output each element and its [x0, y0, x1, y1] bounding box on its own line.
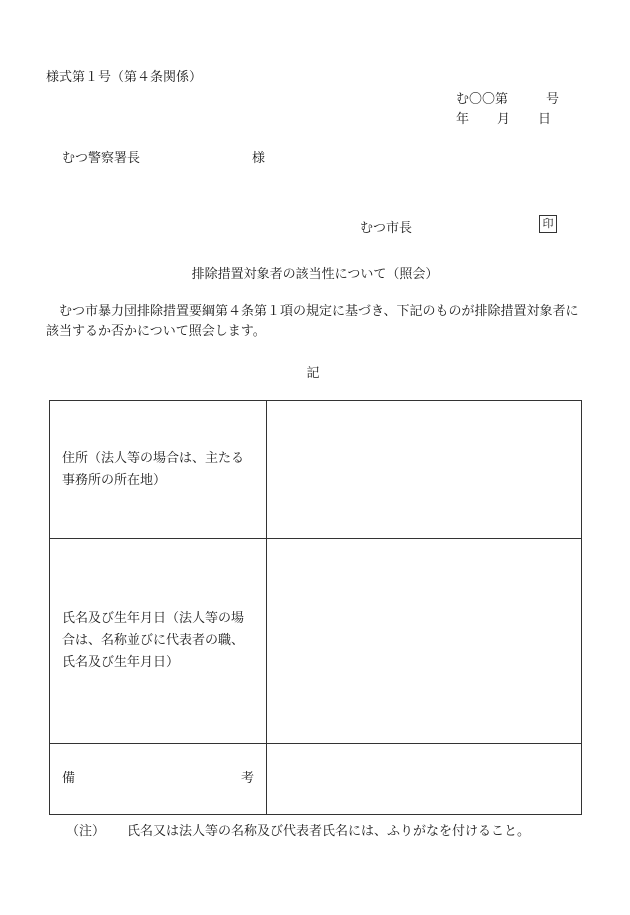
- remarks-label-left: 備: [62, 771, 76, 787]
- footnote: [66, 820, 530, 839]
- ki-heading: 記: [306, 366, 320, 381]
- remarks-value[interactable]: [267, 744, 582, 815]
- note-prefix: （注）: [66, 824, 106, 839]
- document-body: むつ市暴力団排除措置要綱第４条第１項の規定に基づき、下記のものが排除措置対象者に該当するか否かについて照会します。: [46, 304, 579, 339]
- reference-prefix: む〇〇第: [456, 92, 509, 107]
- inquiry-table: [49, 400, 582, 815]
- addressee-name: むつ警察署長: [62, 151, 141, 166]
- table-row-name-birthdate: [50, 539, 582, 744]
- address-value[interactable]: [267, 401, 582, 539]
- name-birthdate-value[interactable]: [267, 539, 582, 744]
- name-birthdate-label: 氏名及び生年月日（法人等の場合は、名称並びに代表者の職、氏名及び生年月日）: [50, 539, 267, 744]
- remarks-label: [50, 744, 267, 815]
- date-month: 月: [497, 112, 511, 127]
- form-number: 様式第１号（第４条関係）: [46, 70, 203, 85]
- date-year: 年: [456, 112, 470, 127]
- remarks-label-right: 考: [240, 771, 254, 787]
- note-text: 氏名又は法人等の名称及び代表者氏名には、ふりがなを付けること。: [127, 824, 531, 839]
- date-line: [456, 108, 551, 127]
- address-label: 住所（法人等の場合は、主たる事務所の所在地）: [50, 401, 267, 539]
- date-day: 日: [538, 112, 552, 127]
- reference-suffix: 号: [546, 92, 560, 107]
- reference-number: [456, 88, 559, 107]
- table-row-address: [50, 401, 582, 539]
- seal-mark: 印: [539, 215, 557, 233]
- document-title: 排除措置対象者の該当性について（照会）: [191, 267, 439, 282]
- table-row-remarks: [50, 744, 582, 815]
- sender-name: むつ市長: [360, 221, 413, 236]
- addressee-honorific: 様: [252, 151, 266, 166]
